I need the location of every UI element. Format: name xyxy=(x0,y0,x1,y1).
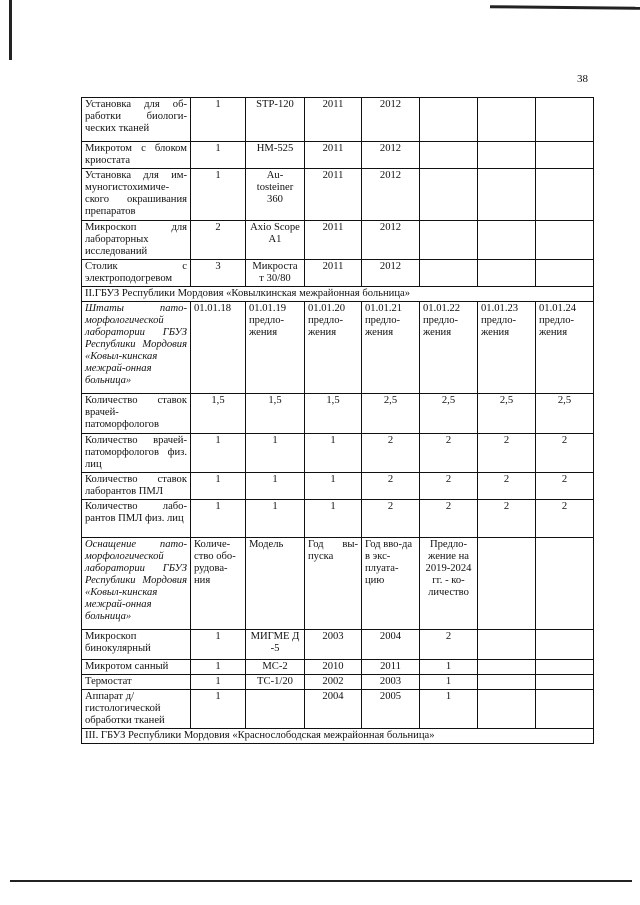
empty-cell xyxy=(536,221,594,260)
table-row xyxy=(82,660,594,675)
empty-cell xyxy=(536,660,594,675)
equipment-count: 1 xyxy=(191,675,246,690)
scan-artifact-top xyxy=(490,5,640,10)
empty-cell xyxy=(536,142,594,169)
equipment-model: Au-tosteiner 360 xyxy=(246,169,305,221)
staff-col-header: 01.01.20 предло-жения xyxy=(305,302,362,394)
equipment-count: 3 xyxy=(191,260,246,287)
table-row xyxy=(82,394,594,434)
section-title: II.ГБУЗ Республики Мордовия «Ковылкинская межрайонная больница» xyxy=(82,287,594,302)
empty-cell xyxy=(478,169,536,221)
staff-value: 2,5 xyxy=(478,394,536,434)
equip-col-model: Модель xyxy=(246,538,305,630)
equip-header-row xyxy=(82,538,594,630)
staff-value: 2 xyxy=(420,473,478,500)
staff-value: 1 xyxy=(246,500,305,538)
equipment-model: Axio Scope A1 xyxy=(246,221,305,260)
equipment-name: Микроскоп бинокулярный xyxy=(82,630,191,660)
empty-cell xyxy=(420,221,478,260)
proposal-count: 1 xyxy=(420,660,478,675)
equipment-model: Микроста т 30/80 xyxy=(246,260,305,287)
staff-col-header: 01.01.24 предло-жения xyxy=(536,302,594,394)
table-row xyxy=(82,473,594,500)
staff-value: 1,5 xyxy=(191,394,246,434)
proposal-count: 1 xyxy=(420,675,478,690)
staff-label: Количество ставок врачей-патоморфологов xyxy=(82,394,191,434)
staff-value: 2 xyxy=(478,434,536,473)
section-title: III. ГБУЗ Республики Мордовия «Краснослободская межрайонная больница» xyxy=(82,729,594,744)
table-row xyxy=(82,169,594,221)
empty-cell xyxy=(478,675,536,690)
year-made: 2004 xyxy=(305,690,362,729)
staff-col-header: 01.01.19 предло-жения xyxy=(246,302,305,394)
empty-cell xyxy=(478,660,536,675)
empty-cell xyxy=(536,538,594,630)
scan-artifact-left xyxy=(9,0,12,60)
table-row xyxy=(82,142,594,169)
staff-col-header: 01.01.21 предло-жения xyxy=(362,302,420,394)
staff-value: 1,5 xyxy=(305,394,362,434)
table-row xyxy=(82,260,594,287)
empty-cell xyxy=(478,538,536,630)
year-used: 2005 xyxy=(362,690,420,729)
empty-cell xyxy=(478,98,536,142)
staff-value: 2 xyxy=(478,473,536,500)
year-used: 2004 xyxy=(362,630,420,660)
empty-cell xyxy=(536,690,594,729)
staff-col-header: 01.01.18 xyxy=(191,302,246,394)
table-row xyxy=(82,221,594,260)
equipment-model xyxy=(246,690,305,729)
empty-cell xyxy=(420,142,478,169)
staff-label: Количество ставок лаборантов ПМЛ xyxy=(82,473,191,500)
year-made: 2011 xyxy=(305,221,362,260)
year-used: 2012 xyxy=(362,260,420,287)
empty-cell xyxy=(536,169,594,221)
equipment-count: 1 xyxy=(191,690,246,729)
year-made: 2011 xyxy=(305,98,362,142)
equipment-count: 1 xyxy=(191,169,246,221)
staff-value: 2,5 xyxy=(536,394,594,434)
year-used: 2012 xyxy=(362,221,420,260)
equipment-name: Установка для им-муногистохимиче-ского окрашивания препаратов xyxy=(82,169,191,221)
empty-cell xyxy=(536,260,594,287)
table-row xyxy=(82,690,594,729)
staff-value: 1 xyxy=(246,473,305,500)
section-row xyxy=(82,287,594,302)
proposal-count: 2 xyxy=(420,630,478,660)
year-made: 2002 xyxy=(305,675,362,690)
staff-value: 2 xyxy=(362,473,420,500)
table-row xyxy=(82,434,594,473)
staff-value: 1,5 xyxy=(246,394,305,434)
equipment-name: Микротом с блоком криостата xyxy=(82,142,191,169)
empty-cell xyxy=(420,98,478,142)
table-row xyxy=(82,98,594,142)
staff-value: 2 xyxy=(478,500,536,538)
section-row xyxy=(82,729,594,744)
staff-value: 2,5 xyxy=(362,394,420,434)
equipment-count: 1 xyxy=(191,630,246,660)
empty-cell xyxy=(478,630,536,660)
year-made: 2011 xyxy=(305,142,362,169)
equipment-table xyxy=(81,97,594,744)
equipment-model: STP-120 xyxy=(246,98,305,142)
staff-value: 2 xyxy=(362,500,420,538)
year-used: 2012 xyxy=(362,142,420,169)
staff-title: Штаты пато-морфологической лаборатории ГБУЗ Республики Мордовия «Ковыл-кинская межрай-онная больница» xyxy=(82,302,191,394)
equipment-count: 2 xyxy=(191,221,246,260)
staff-value: 1 xyxy=(305,434,362,473)
staff-value: 1 xyxy=(305,473,362,500)
equipment-count: 1 xyxy=(191,660,246,675)
staff-value: 1 xyxy=(305,500,362,538)
staff-value: 2 xyxy=(536,434,594,473)
staff-value: 1 xyxy=(246,434,305,473)
staff-value: 1 xyxy=(191,434,246,473)
year-used: 2012 xyxy=(362,169,420,221)
equipment-name: Столик с электроподогревом xyxy=(82,260,191,287)
empty-cell xyxy=(536,98,594,142)
year-made: 2003 xyxy=(305,630,362,660)
staff-value: 1 xyxy=(191,500,246,538)
year-used: 2003 xyxy=(362,675,420,690)
equip-col-year-made: Год вы-пуска xyxy=(305,538,362,630)
equipment-model: МИГМЕ Д -5 xyxy=(246,630,305,660)
staff-value: 2,5 xyxy=(420,394,478,434)
empty-cell xyxy=(536,675,594,690)
empty-cell xyxy=(536,630,594,660)
scan-artifact-bottom xyxy=(10,880,632,882)
staff-label: Количество лабо-рантов ПМЛ физ. лиц xyxy=(82,500,191,538)
staff-label: Количество врачей-патоморфологов физ. лиц xyxy=(82,434,191,473)
equipment-model: HM-525 xyxy=(246,142,305,169)
equipment-name: Установка для об-работки биологи-ческих тканей xyxy=(82,98,191,142)
empty-cell xyxy=(478,690,536,729)
equip-title: Оснащение пато-морфологической лаборатории ГБУЗ Республики Мордовия «Ковыл-кинская межрай-онная больница» xyxy=(82,538,191,630)
staff-value: 2 xyxy=(362,434,420,473)
equipment-model: МС-2 xyxy=(246,660,305,675)
empty-cell xyxy=(420,260,478,287)
staff-header-row xyxy=(82,302,594,394)
empty-cell xyxy=(478,221,536,260)
staff-value: 2 xyxy=(420,434,478,473)
year-made: 2011 xyxy=(305,260,362,287)
empty-cell xyxy=(478,142,536,169)
table-row xyxy=(82,675,594,690)
staff-value: 2 xyxy=(536,473,594,500)
staff-value: 1 xyxy=(191,473,246,500)
equip-col-proposal: Предло-жение на 2019-2024 гг. - ко-личество xyxy=(420,538,478,630)
page-number: 38 xyxy=(577,73,588,85)
year-used: 2012 xyxy=(362,98,420,142)
staff-value: 2 xyxy=(536,500,594,538)
equipment-name: Аппарат д/гистологической обработки тканей xyxy=(82,690,191,729)
equipment-name: Микроскоп для лабораторных исследований xyxy=(82,221,191,260)
year-used: 2011 xyxy=(362,660,420,675)
year-made: 2010 xyxy=(305,660,362,675)
empty-cell xyxy=(420,169,478,221)
equipment-name: Термостат xyxy=(82,675,191,690)
staff-value: 2 xyxy=(420,500,478,538)
equipment-model: ТС-1/20 xyxy=(246,675,305,690)
equipment-count: 1 xyxy=(191,98,246,142)
staff-col-header: 01.01.22 предло-жения xyxy=(420,302,478,394)
equip-col-year-used: Год вво-да в экс-плуата-цию xyxy=(362,538,420,630)
equip-col-count: Количе-ство обо-рудова-ния xyxy=(191,538,246,630)
proposal-count: 1 xyxy=(420,690,478,729)
empty-cell xyxy=(478,260,536,287)
equipment-count: 1 xyxy=(191,142,246,169)
table-row xyxy=(82,500,594,538)
equipment-name: Микротом санный xyxy=(82,660,191,675)
staff-col-header: 01.01.23 предло-жения xyxy=(478,302,536,394)
table-row xyxy=(82,630,594,660)
year-made: 2011 xyxy=(305,169,362,221)
